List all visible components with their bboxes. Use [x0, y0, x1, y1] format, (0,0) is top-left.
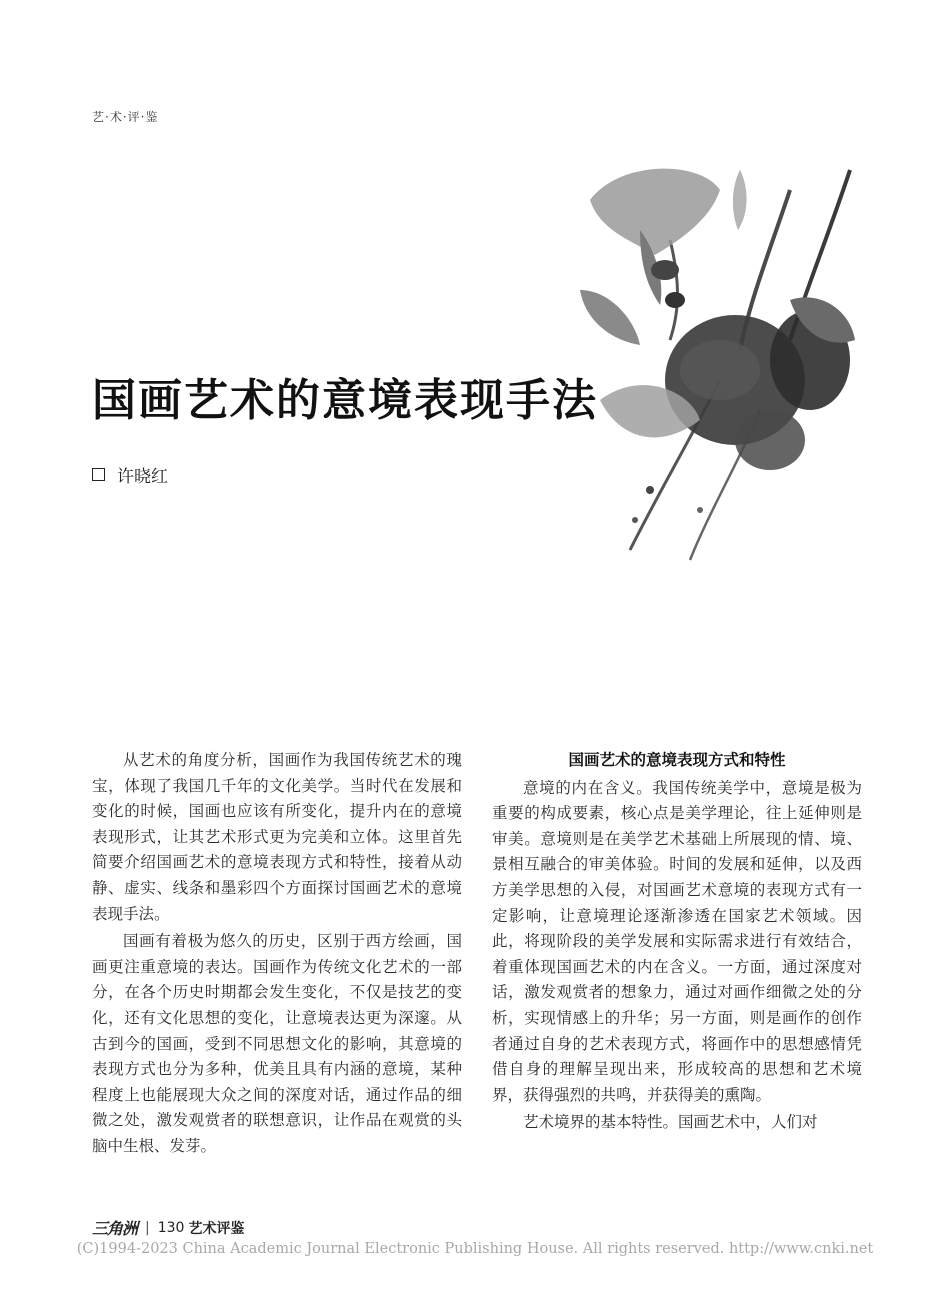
- journal-logo: 三角洲: [92, 1219, 138, 1238]
- journal-name: 艺术评鉴: [188, 1220, 245, 1237]
- footer-divider: |: [145, 1219, 150, 1236]
- ink-dot: [632, 517, 638, 523]
- blossom-detail: [680, 340, 760, 400]
- bud: [665, 292, 685, 308]
- ink-flower-painting: [560, 160, 870, 565]
- ink-dot: [697, 507, 703, 513]
- bud: [651, 260, 679, 280]
- paragraph: 意境的内在含义。我国传统美学中，意境是极为重要的构成要素，核心点是美学理论，往上延伸则是审美。意境则是在美学艺术基础上所展现的情、境、景相互融合的审美体验。时间的发展和延伸，以及西方美学思想的入侵，对国画艺术意境的表现方式有一定影响，让意境理论逐渐渗透在国家艺术领域。因此，将现阶段的美学发展和实际需求进行有效结合，着重体现国画艺术的内在含义。一方面，通过深度对话，激发观赏者的想象力，通过对画作细微之处的分析，实现情感上的升华；另一方面，则是画作的创作者通过自身的艺术表现方式，将画作中的思想感情凭借自身的理解呈现出来，形成较高的思想和艺术境界，获得强烈的共鸣，并获得美的熏陶。: [492, 778, 862, 1104]
- ink-dot: [646, 486, 654, 494]
- left-column: [92, 748, 462, 1162]
- section-heading: 国画艺术的意境表现方式和特性: [568, 751, 786, 769]
- right-column: [492, 748, 862, 1138]
- leaf: [733, 170, 747, 230]
- leaf: [580, 290, 640, 345]
- page-number: 130: [157, 1219, 185, 1236]
- author-name: 许晓红: [117, 467, 168, 487]
- flower-bloom: [590, 169, 720, 255]
- author-box-icon: [92, 468, 105, 481]
- copyright-watermark: (C)1994-2023 China Academic Journal Electronic Publishing House. All rights reserved. http://www.cnki.net: [76, 1241, 874, 1257]
- article-title: 国画艺术的意境表现手法: [92, 375, 598, 426]
- stem: [670, 240, 678, 340]
- blossom-lower: [735, 410, 805, 470]
- section-tag: 艺·术·评·鉴: [92, 110, 159, 124]
- paragraph: 艺术境界的基本特性。国画艺术中，人们对: [523, 1113, 818, 1132]
- author-line: [92, 462, 168, 487]
- paragraph: 从艺术的角度分析，国画作为我国传统艺术的瑰宝，体现了我国几千年的文化美学。当时代在发展和变化的时候，国画也应该有所变化，提升内在的意境表现形式，让其艺术形式更为完美和立体。这里首先简要介绍国画艺术的意境表现方式和特性，接着从动静、虚实、线条和墨彩四个方面探讨国画艺术的意境表现手法。: [92, 751, 462, 923]
- paragraph: 国画有着极为悠久的历史，区别于西方绘画，国画更注重意境的表达。国画作为传统文化艺术的一部分，在各个历史时期都会发生变化，不仅是技艺的变化，还有文化思想的变化，让意境表达更为深邃。从古到今的国画，受到不同思想文化的影响，其意境的表现方式也分为多种，优美且具有内涵的意境，某种程度上也能展现大众之间的深度对话，通过作品的细微之处，激发观赏者的联想意识，让作品在观赏的头脑中生根、发芽。: [92, 932, 462, 1155]
- page-footer: [92, 1216, 244, 1239]
